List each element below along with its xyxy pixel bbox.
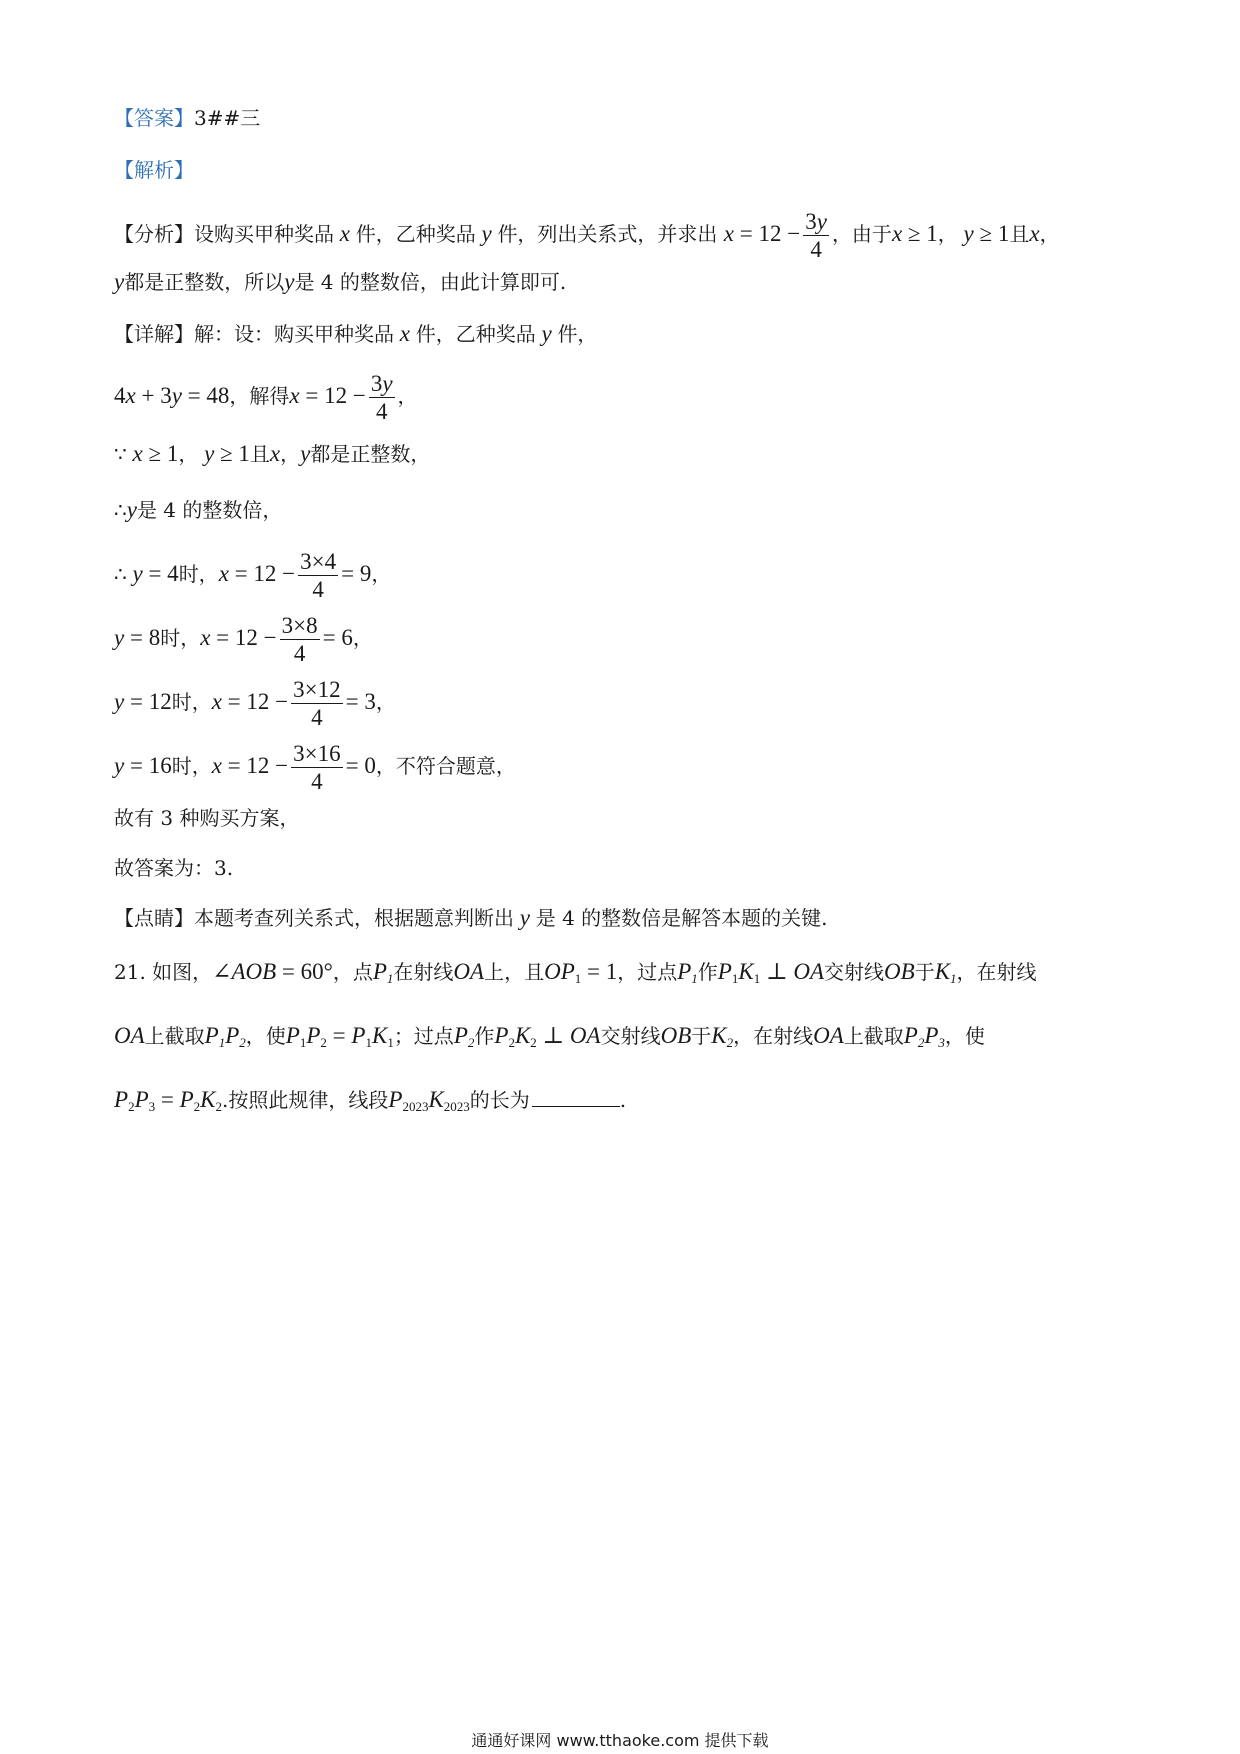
detail-equation: 4x + 3y = 48，解得x = 12 − $\frac{3y}{4}$ ， bbox=[114, 371, 418, 424]
q21-line-1: 21. 如图，∠AOB = 60°，点$P_1$在射线OA上，且$OP_1 = 1$，过点$P_1$作$P_1K_1$ ⊥ OA交射线OB于$K_1$，在射线 bbox=[114, 959, 1037, 986]
analysis-label: 【解析】 bbox=[114, 158, 194, 182]
case-y16: y = 16时，x = 12 − $\frac{3\times 16}{4}$ = 0，不符合题意， bbox=[114, 741, 516, 794]
detail-because: ∵ x ≥ 1， y ≥ 1且x，y都是正整数， bbox=[114, 441, 431, 466]
detail-therefore-1: ∴y是 4 的整数倍， bbox=[114, 497, 283, 522]
dianjing-line: 【点睛】本题考查列关系式，根据题意判断出 y 是 4 的整数倍是解答本题的关键. bbox=[114, 905, 828, 930]
footer: 通通好课网 www.tthaoke.com 提供下载 bbox=[471, 1731, 769, 1750]
case-y4: ∴ y = 4时，x = 12 − $\frac{3\times 4}{4}$ = 9， bbox=[114, 549, 392, 602]
case-y12: y = 12时，x = 12 − $\frac{3\times 12}{4}$ = 3， bbox=[114, 677, 396, 730]
conclusion: 故有 3 种购买方案， bbox=[114, 806, 300, 830]
q21-line-2: OA上截取$P_1P_2$，使$P_1P_2 = P_1K_1$；过点$P_2$作$P_2K_2$ ⊥ OA交射线OB于$K_2$，在射线OA上截取$P_2P_3$，使 bbox=[114, 1023, 985, 1050]
final-answer: 故答案为：3. bbox=[114, 856, 234, 880]
answer-label: 【答案】 bbox=[114, 106, 194, 130]
answer-value: 3##三 bbox=[194, 106, 261, 130]
answer-line bbox=[114, 104, 260, 132]
fenxi-line-1: 【分析】设购买甲种奖品 x 件，乙种奖品 y 件，列出关系式，并求出 x = 12 − $\frac{3y}{4}$ ，由于x ≥ 1， y ≥ 1且x， bbox=[114, 209, 1060, 262]
q21-line-3: $P_2P_3 = P_2K_2$.按照此规律，线段$P_{2023}K_{2023}$的长为 . bbox=[114, 1087, 627, 1114]
fraction: $\frac{3y}{4}$ bbox=[805, 209, 827, 262]
fenxi-line-2: y都是正整数，所以y是 4 的整数倍，由此计算即可. bbox=[114, 269, 567, 294]
answer-blank[interactable] bbox=[532, 1086, 620, 1107]
detail-line-1: 【详解】解：设：购买甲种奖品 x 件，乙种奖品 y 件， bbox=[114, 321, 598, 346]
case-y8: y = 8时，x = 12 − $\frac{3\times 8}{4}$ = 6， bbox=[114, 613, 373, 666]
